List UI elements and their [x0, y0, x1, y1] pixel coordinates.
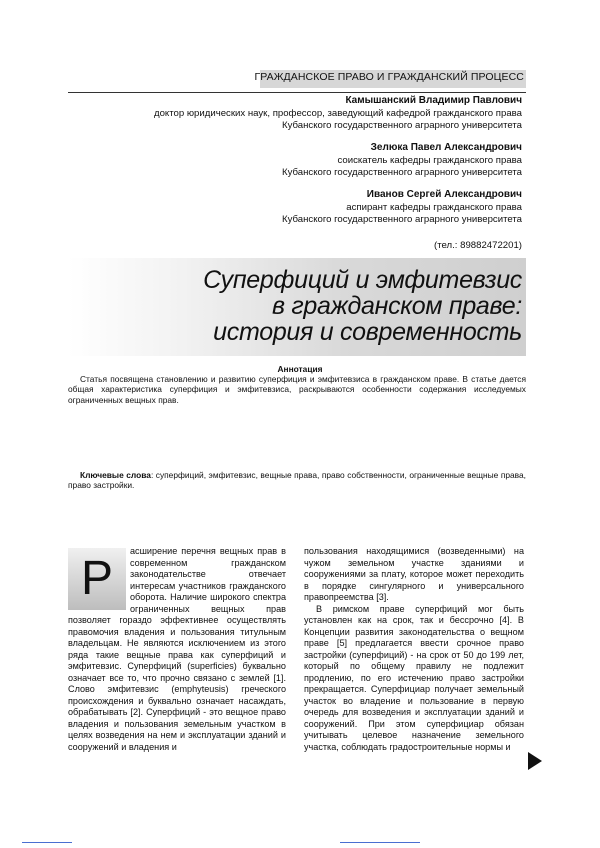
- title-line-3: история и современность: [213, 318, 522, 346]
- author-affiliation: Кубанского государственного аграрного университета: [282, 167, 522, 178]
- author-position: доктор юридических наук, профессор, заведующий кафедрой гражданского права: [153, 107, 522, 119]
- header-divider: [68, 92, 526, 93]
- drop-cap-letter: Р: [80, 552, 113, 605]
- abstract-heading: Аннотация: [277, 364, 323, 374]
- author-affiliation: Кубанского государственного аграрного университета: [282, 214, 522, 225]
- drop-cap-box: [68, 548, 126, 610]
- author-position: аспирант кафедры гражданского права: [346, 201, 522, 213]
- author-name: Иванов Сергей Александрович: [366, 189, 522, 200]
- title-line-2: в гражданском праве:: [271, 292, 522, 320]
- body-column-right: [304, 546, 524, 753]
- body-paragraph: В римском праве суперфиций мог быть установлен как на срок, так и бессрочно [4]. В Концепции развития законодательства о вещном праве [5] предлагается ввести срочное право застройки (суперфиций) - на срок от 50 до 199 лет, который по общему правилу не подлежит продлению, по его истечению право застройки прекращается. Суперфициар получает земельный участок во владение и пользование в первую очередь для возведения и эксплуатации зданий и сооружений. При этом суперфициар обязан учитывать целевое назначение земельного участка, соблюдать градостроительные нормы и: [304, 603, 524, 752]
- author-position: соискатель кафедры гражданского права: [337, 154, 522, 166]
- bottom-link-line-right: [340, 842, 420, 843]
- body-paragraph: пользования находящимися (возведенными) на чужом земельном участке зданиями и сооружениями за плату, которое может переходить в порядке сингулярного и универсального правопреемства [3].: [304, 546, 524, 602]
- bottom-link-line-left: [22, 842, 72, 843]
- author-3: [282, 189, 522, 227]
- author-1: [154, 95, 522, 133]
- body-column-left: [68, 546, 286, 753]
- author-phone: (тел.: 89882472201): [434, 240, 522, 251]
- author-name: Камышанский Владимир Павлович: [345, 95, 522, 106]
- section-header-title: ГРАЖДАНСКОЕ ПРАВО И ГРАЖДАНСКИЙ ПРОЦЕСС: [254, 71, 524, 83]
- abstract-text: Статья посвящена становлению и развитию суперфиция и эмфитевзиса в гражданском праве. В статье дается общая характеристика суперфиция и эмфитевзиса, раскрываются особенности содержания исследуемых ограниченных вещных прав.: [68, 374, 526, 405]
- article-title: [203, 267, 522, 345]
- title-line-1: Суперфиций и эмфитевзис: [203, 266, 522, 294]
- author-name: Зелюка Павел Александрович: [370, 142, 522, 153]
- keywords-text: : суперфиций, эмфитевзис, вещные права, право собственности, ограниченные вещные права, право застройки.: [68, 470, 527, 491]
- triangle-right-icon[interactable]: [528, 752, 542, 770]
- author-2: [282, 142, 522, 180]
- keywords: [68, 470, 526, 491]
- body-paragraph: асширение перечня вещных прав в современном гражданском законодательстве отвечает интересам участников гражданского оборота. Наличие широкого спектра ограниченных вещных прав позволяет гораздо эффективнее осуществлять правомочия владения и пользования титульным владельцам. Не являются исключением из этого ряда такие вещные права как суперфиций и эмфитевзис. Суперфиций (superficies) буквально означает все то, что прочно связано с землей [1]. Слово эмфитевзис (emphyteusis) греческого происхождения и буквально означает насаждать, обрабатывать [2]. Суперфиций - это вещное право владения и пользования земельным участком в целях возведения на нем и эксплуатации зданий и сооружений и владения и: [68, 546, 286, 752]
- keywords-label: Ключевые слова: [80, 470, 151, 480]
- author-affiliation: Кубанского государственного аграрного университета: [282, 120, 522, 131]
